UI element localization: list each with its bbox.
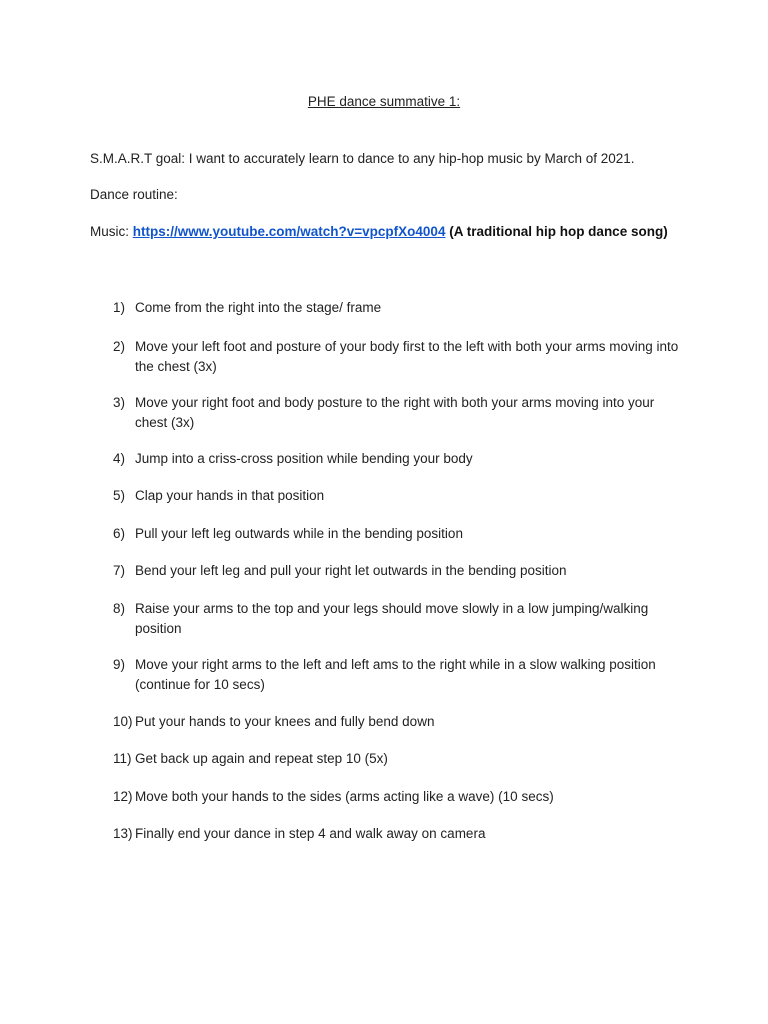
music-line [90,222,690,242]
list-item [113,337,683,376]
step-number: 3) [113,395,126,410]
step-number: 6) [113,526,126,541]
step-text: Come from the right into the stage/ frame [135,300,382,315]
step-text: Move your right foot and body posture to the right with both your arms moving into your chest (3x) [135,395,655,430]
step-text: Clap your hands in that position [135,488,325,503]
list-item [113,298,683,318]
step-number: 7) [113,563,126,578]
list-item [113,749,683,769]
list-item [113,824,683,844]
step-text: Move both your hands to the sides (arms acting like a wave) (10 secs) [135,789,554,804]
music-link[interactable]: https://www.youtube.com/watch?v=vpcpfXo4004 [132,224,446,239]
step-number: 9) [113,657,126,672]
list-item [113,524,683,544]
list-item [113,787,683,807]
list-item [113,486,683,506]
step-number: 11) [113,751,132,766]
step-number: 5) [113,488,126,503]
step-text: Put your hands to your knees and fully bend down [135,714,435,729]
step-text: Jump into a criss-cross position while bending your body [135,451,473,466]
list-item [113,599,683,638]
list-item [113,561,683,581]
step-number: 2) [113,339,126,354]
list-item [113,449,683,469]
step-number: 8) [113,601,126,616]
music-label: Music: [90,224,133,239]
list-item [113,712,683,732]
step-text: Bend your left leg and pull your right let outwards in the bending position [135,563,567,578]
smart-goal: S.M.A.R.T goal: I want to accurately learn to dance to any hip-hop music by March of 2021. [90,151,635,166]
step-text: Get back up again and repeat step 10 (5x) [135,751,388,766]
list-item [113,655,683,694]
list-item [113,393,683,432]
step-text: Move your right arms to the left and left ams to the right while in a slow walking position (continue for 10 secs) [135,657,656,692]
routine-heading: Dance routine: [90,187,178,202]
step-number: 1) [113,300,126,315]
step-number: 4) [113,451,126,466]
step-text: Pull your left leg outwards while in the bending position [135,526,463,541]
step-text: Move your left foot and posture of your body first to the left with both your arms moving into the chest (3x) [135,339,679,374]
step-number: 10) [113,714,133,729]
music-description: (A traditional hip hop dance song) [445,224,668,239]
step-number: 13) [113,826,133,841]
step-text: Raise your arms to the top and your legs should move slowly in a low jumping/walking position [135,601,649,636]
document-title: PHE dance summative 1: [307,94,461,109]
step-number: 12) [113,789,133,804]
step-text: Finally end your dance in step 4 and walk away on camera [135,826,486,841]
